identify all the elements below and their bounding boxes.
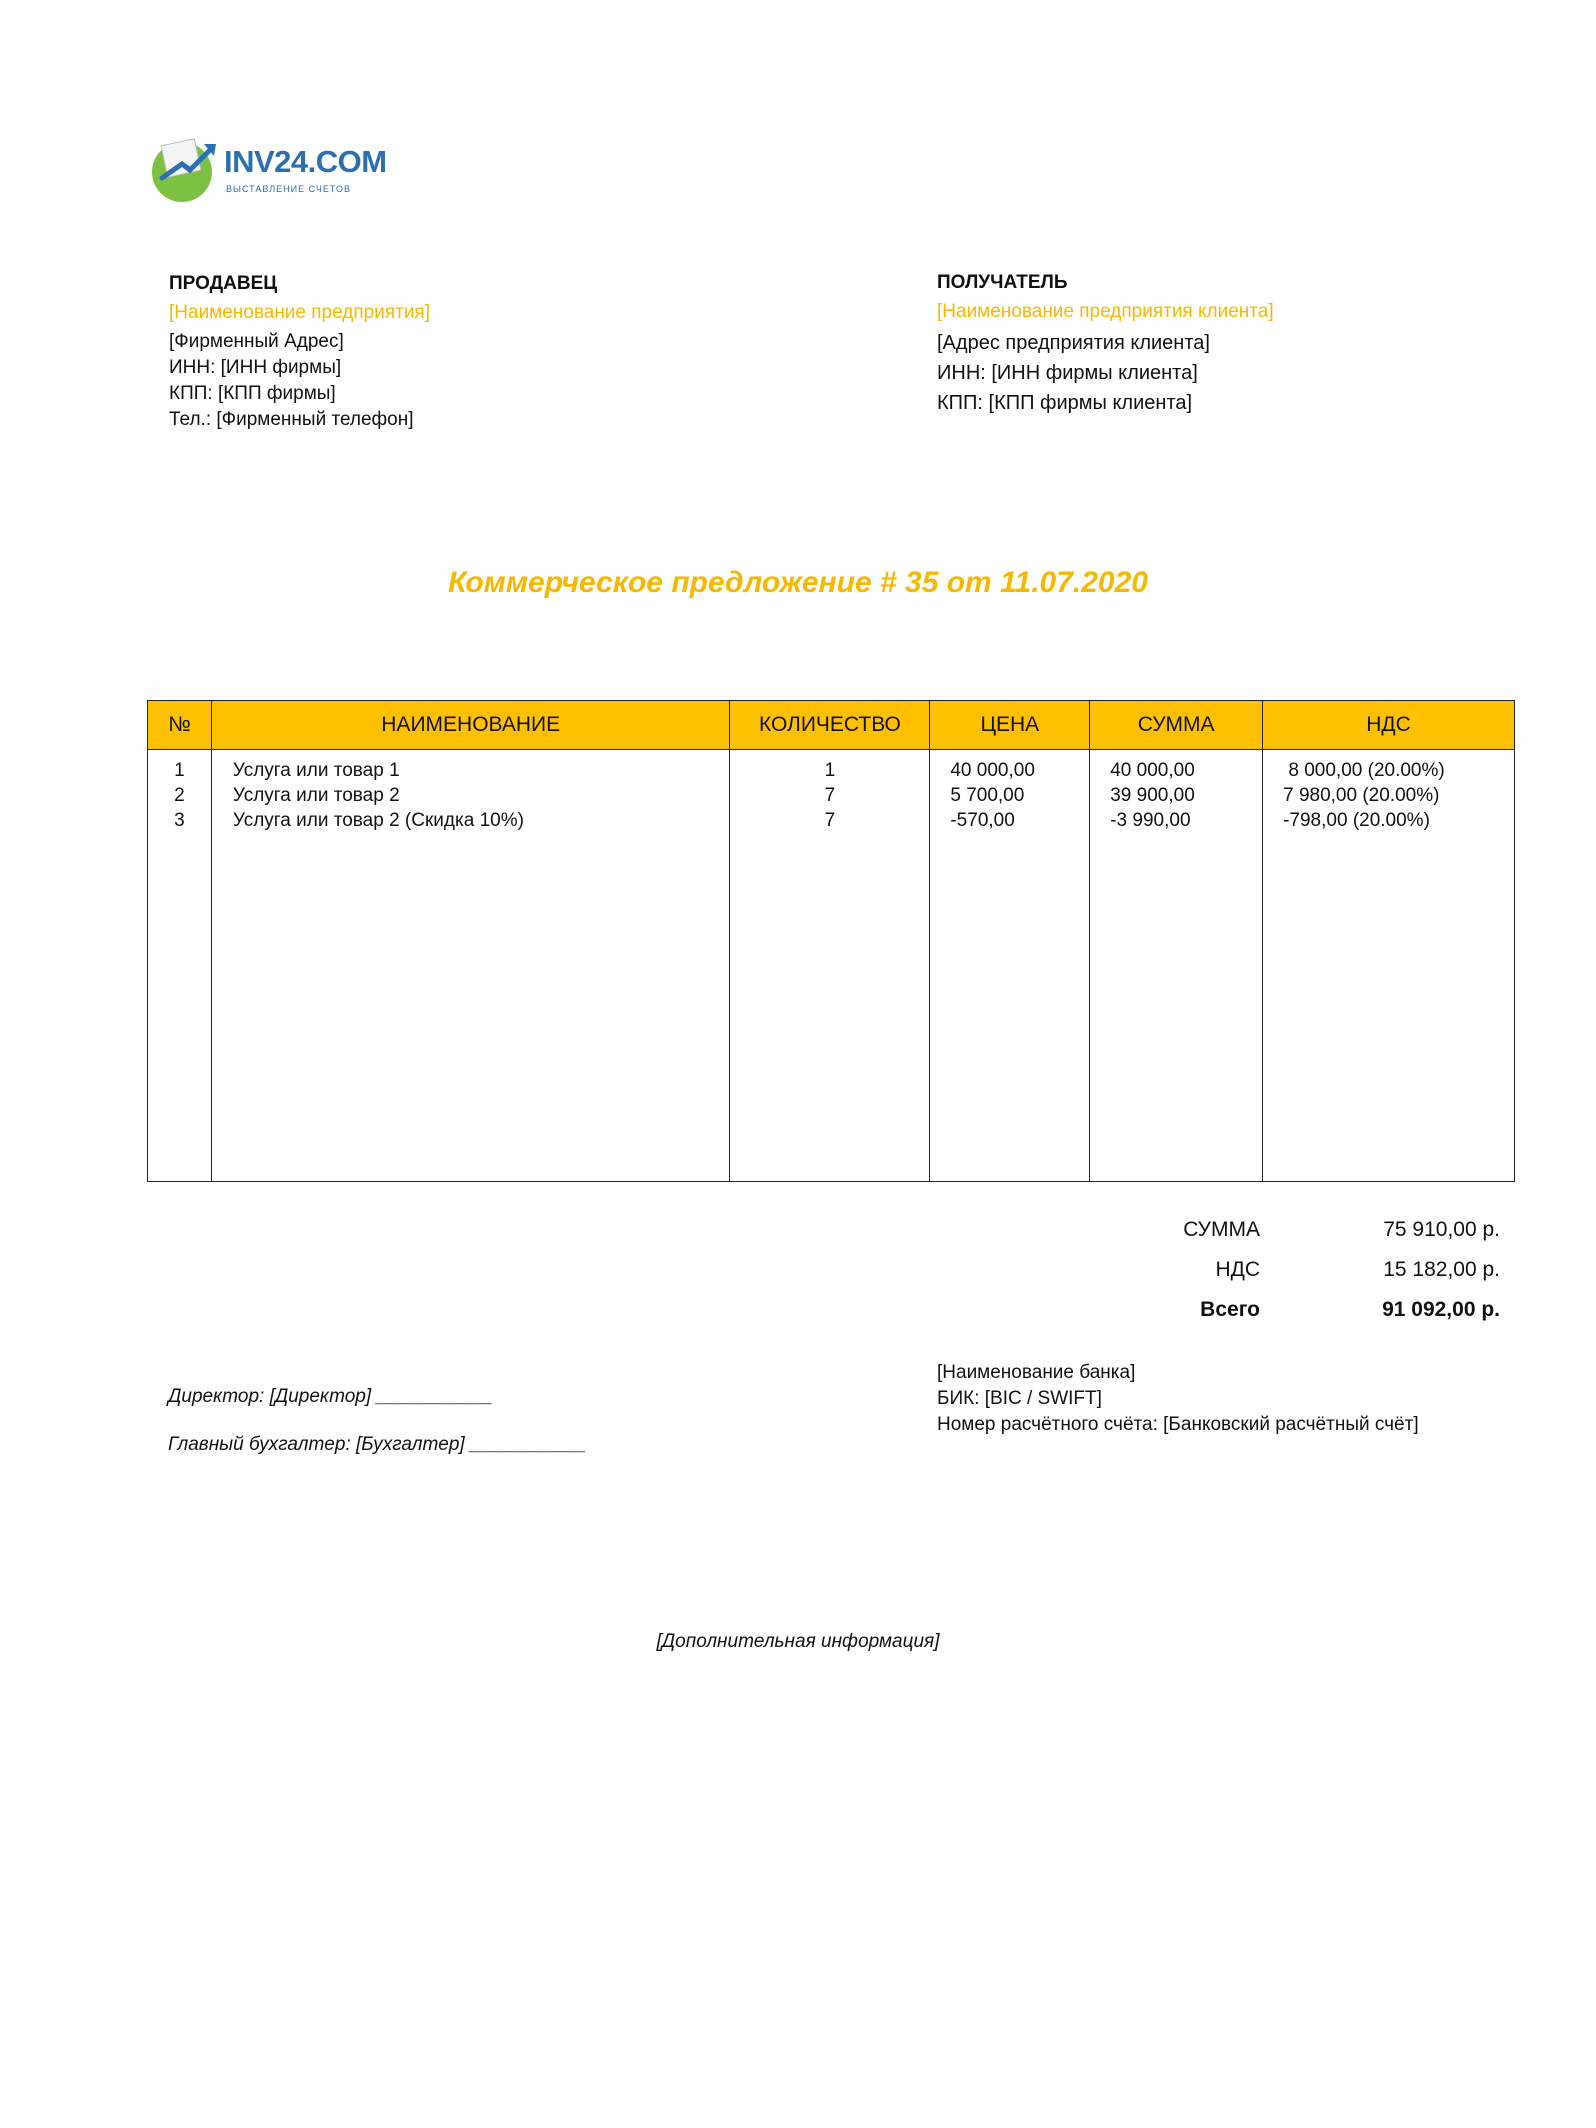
header-no: № [148, 701, 212, 750]
director-signature: Директор: [Директор] ___________ [168, 1386, 493, 1407]
column-vat [1263, 750, 1515, 1182]
row-price: 40 000,00 [950, 760, 1035, 781]
header-qty: КОЛИЧЕСТВО [730, 701, 930, 750]
header-vat: НДС [1263, 701, 1515, 750]
row-name: Услуга или товар 1 [232, 760, 400, 781]
buyer-block [937, 270, 1274, 418]
totals-total-value: 91 092,00 р. [1382, 1298, 1500, 1321]
company-logo [148, 134, 387, 206]
items-table [147, 700, 1515, 1182]
logo-subtitle: ВЫСТАВЛЕНИЕ СЧЕТОВ [226, 184, 351, 194]
table-body-row [148, 750, 1515, 1182]
totals-vat-value: 15 182,00 р. [1383, 1258, 1500, 1281]
row-vat: -798,00 (20.00%) [1283, 810, 1430, 831]
row-price: 5 700,00 [950, 785, 1025, 806]
totals-total-label: Всего [1200, 1298, 1260, 1321]
additional-info: [Дополнительная информация] [656, 1631, 940, 1652]
seller-phone: Тел.: [Фирменный телефон] [169, 409, 414, 430]
bank-name: [Наименование банка] [937, 1362, 1136, 1383]
buyer-kpp: КПП: [КПП фирмы клиента] [937, 392, 1193, 414]
table-header-row [148, 701, 1515, 750]
row-name: Услуга или товар 2 [232, 785, 400, 806]
accountant-signature: Главный бухгалтер: [Бухгалтер] ___________ [168, 1434, 587, 1455]
header-sum: СУММА [1090, 701, 1263, 750]
document-title: Коммерческое предложение # 35 от 11.07.2020 [448, 566, 1148, 599]
totals-total-row [1160, 1290, 1510, 1330]
logo-text: INV24.COM [224, 144, 387, 179]
totals-sum-value: 75 910,00 р. [1383, 1218, 1500, 1241]
buyer-heading: ПОЛУЧАТЕЛЬ [937, 272, 1068, 293]
row-sum: -3 990,00 [1110, 810, 1191, 831]
totals-vat-row [1160, 1250, 1510, 1290]
header-name: НАИМЕНОВАНИЕ [211, 701, 730, 750]
seller-kpp: КПП: [КПП фирмы] [169, 383, 336, 404]
row-vat: 7 980,00 (20.00%) [1283, 785, 1440, 806]
row-name: Услуга или товар 2 (Скидка 10%) [232, 810, 524, 831]
column-name [211, 750, 730, 1182]
buyer-address: [Адрес предприятия клиента] [937, 332, 1210, 354]
column-no [148, 750, 212, 1182]
bank-account: Номер расчётного счёта: [Банковский расчётный счёт] [937, 1414, 1419, 1435]
row-qty: 7 [824, 810, 836, 831]
row-no: 3 [174, 810, 185, 831]
bank-details [937, 1360, 1419, 1438]
seller-inn: ИНН: [ИНН фирмы] [169, 357, 342, 378]
row-no: 2 [174, 785, 185, 806]
seller-address: [Фирменный Адрес] [169, 331, 344, 352]
row-vat: 8 000,00 (20.00%) [1283, 760, 1445, 781]
bank-bic: БИК: [BIC / SWIFT] [937, 1388, 1102, 1409]
row-sum: 39 900,00 [1110, 785, 1195, 806]
totals-sum-label: СУММА [1183, 1218, 1260, 1241]
logo-mark-icon [148, 134, 224, 204]
seller-heading: ПРОДАВЕЦ [169, 273, 278, 294]
row-price: -570,00 [950, 810, 1015, 831]
totals-block [1160, 1210, 1510, 1330]
buyer-name: [Наименование предприятия клиента] [937, 301, 1274, 322]
row-qty: 7 [824, 785, 836, 806]
column-sum [1090, 750, 1263, 1182]
row-no: 1 [174, 760, 185, 781]
row-sum: 40 000,00 [1110, 760, 1195, 781]
buyer-inn: ИНН: [ИНН фирмы клиента] [937, 362, 1198, 384]
seller-name: [Наименование предприятия] [169, 302, 430, 323]
column-qty [730, 750, 930, 1182]
header-price: ЦЕНА [930, 701, 1090, 750]
column-price [930, 750, 1090, 1182]
totals-sum-row [1160, 1210, 1510, 1250]
row-qty: 1 [824, 760, 836, 781]
seller-block [169, 271, 430, 433]
signatures-block [168, 1385, 586, 1481]
totals-vat-label: НДС [1215, 1258, 1260, 1281]
